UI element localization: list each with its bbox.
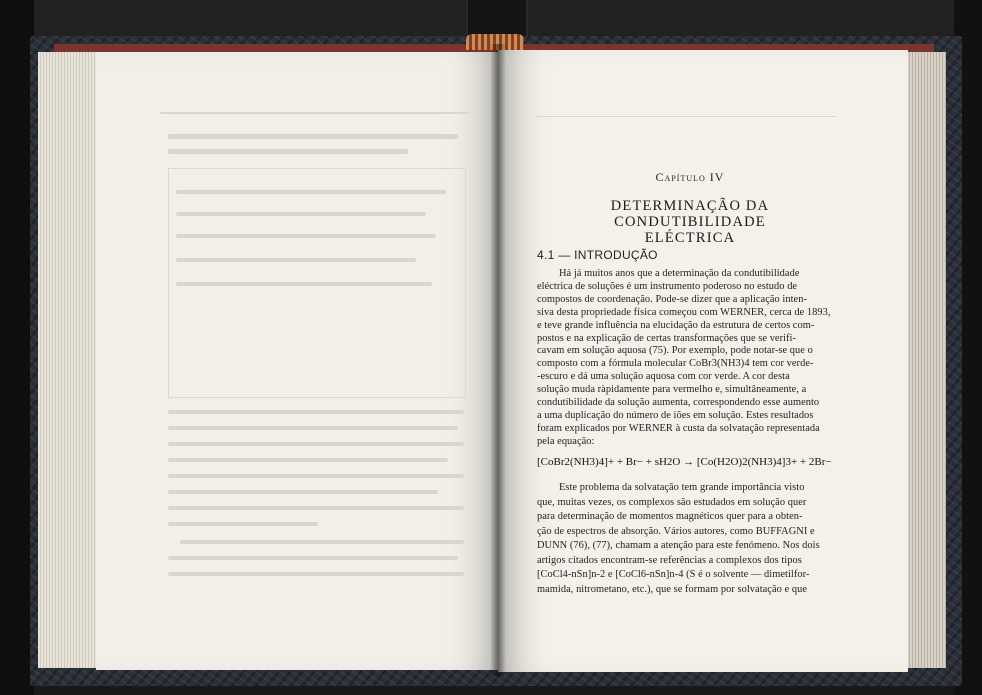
chapter-label: Capítulo IV [655,170,725,184]
text-line: a uma duplicação do número de iões em solução. Estes resultados [537,409,814,421]
text-line: condutibilidade da solução aumenta, correspondendo esse aumento [537,397,820,408]
text-line: que, muitas vezes, os complexos são estudados em solução quer [537,496,807,508]
text-line: compostos de coordenação. Pode-se dizer que a aplicação inten- [537,293,807,305]
text-line: [CoCl4-nSn]n-2 e [CoCl6-nSn]n-4 (S é o solvente — dimetilfor- [537,569,810,580]
chapter-title [540,198,840,246]
text-line: -escuro e dá uma solução aquosa com cor verde. A cor desta [537,371,790,383]
text-line: ção de espectros de absorção. Vários autores, como BUFFAGNI e [537,525,815,537]
page-block-right [904,52,946,668]
text-line: siva desta propriedade física começou com WERNER, cerca de 1893, [537,306,831,318]
page-block-left [38,52,100,668]
text-line: Este problema da solvatação tem grande importância visto [559,482,805,493]
section-heading: 4.1 — INTRODUÇÃO [537,248,658,262]
text-line: foram explicados por WERNER à custa da solvatação representada [537,422,820,434]
text-line: cavam em solução aquosa (75). Por exemplo, pode notar-se que o [537,345,813,357]
text-line: solução muda ràpidamente para vermelho e, simultâneamente, a [537,384,807,396]
book-stand-left [0,0,34,695]
text-line: para determinação de momentos magnéticos quer para a obten- [537,511,803,522]
text-line: e teve grande influência na elucidação da estrutura de certos com- [537,319,815,331]
text-line: Há já muitos anos que a determinação da condutibilidade [559,268,800,279]
chapter-title-line2: ELÉCTRICA [644,230,736,246]
running-head-ghost [536,116,836,117]
text-line: postos e na explicação de certas transformações que se verifi- [537,332,796,344]
text-line: pela equação: [537,435,595,447]
text-line: artigos citados encontram-se referências a complexos dos tipos [537,554,802,566]
equation: [CoBr2(NH3)4]+ + Br− + sH2O → [Co(H2O)2(NH3)4]3+ + 2Br− [537,456,832,468]
text-line: mamida, nitrometano, etc.), que se formam por solvatação e que [537,583,807,595]
book-gutter [490,44,506,676]
text-line: composto com a fórmula molecular CoBr3(NH3)4 tem cor verde- [537,358,814,370]
text-line: eléctrica de soluções é um instrumento poderoso no estudo de [537,280,798,292]
text-line: DUNN (76), (77), chamam a atenção para este fenómeno. Nos dois [537,540,820,551]
chapter-title-line1: DETERMINAÇÃO DA CONDUTIBILIDADE [610,198,770,230]
